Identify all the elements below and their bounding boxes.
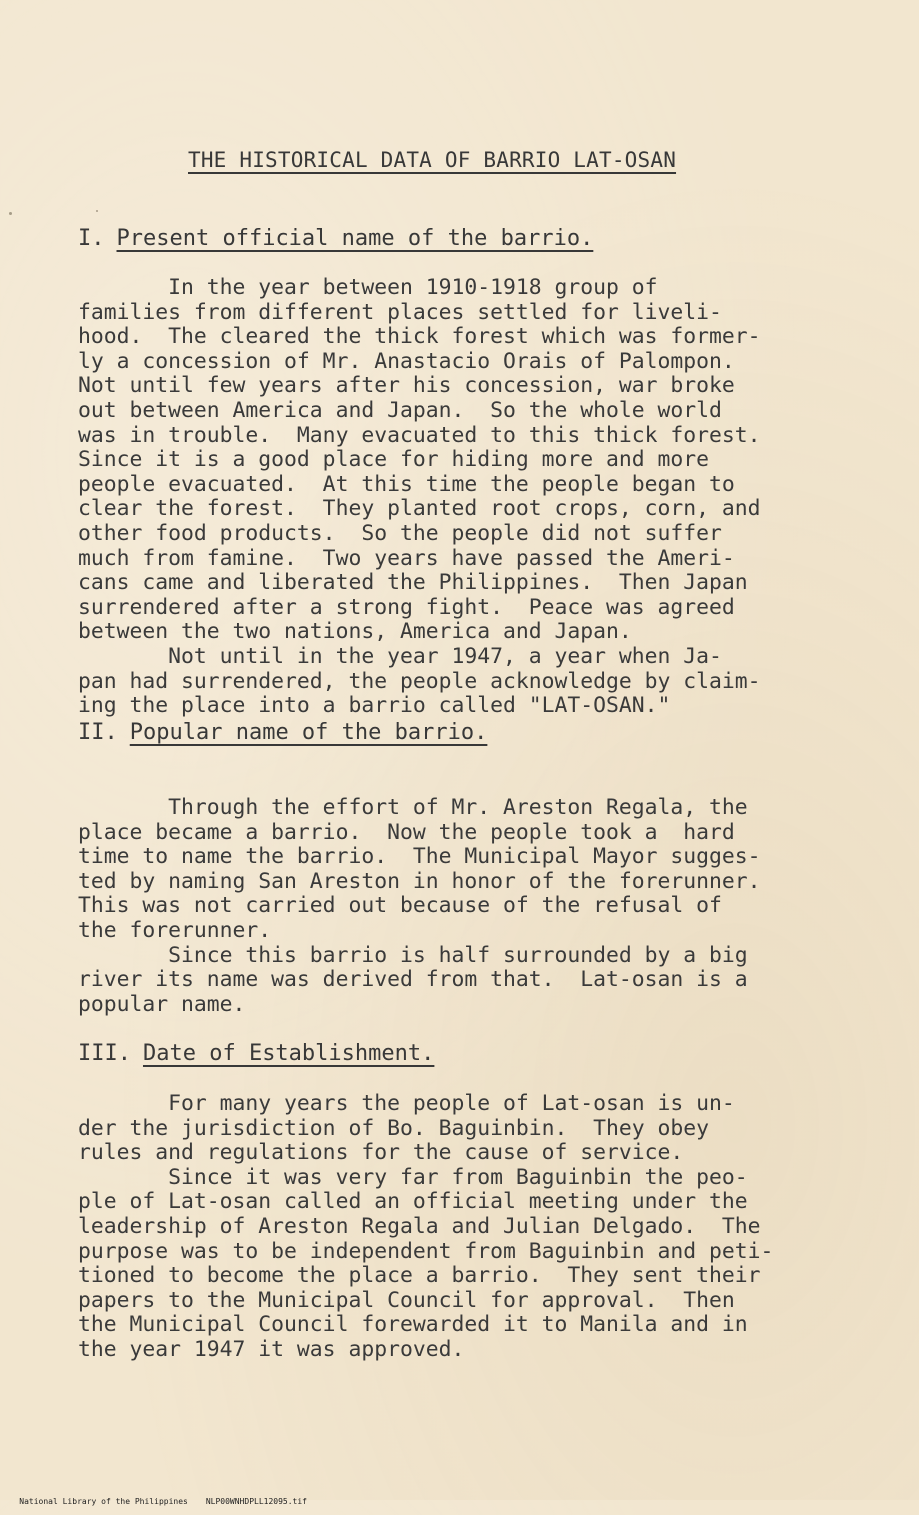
text-line: between the two nations, America and Japan.: [78, 619, 632, 645]
text-line: the year 1947 it was approved.: [78, 1336, 465, 1362]
section-1-number: I.: [78, 226, 105, 251]
text-line: popular name.: [78, 991, 246, 1017]
text-line: rules and regulations for the cause of service.: [78, 1140, 684, 1166]
section-2-title: Popular name of the barrio.: [129, 720, 488, 745]
text-line: hood. The cleared the thick forest which was former-: [78, 324, 761, 350]
paper-speck: [9, 212, 12, 215]
text-line: the Municipal Council forewarded it to Manila and in: [78, 1312, 748, 1338]
text-line: ted by naming San Areston in honor of the forerunner.: [78, 868, 761, 894]
text-line: papers to the Municipal Council for approval. Then: [78, 1287, 735, 1313]
text-line: time to name the barrio. The Municipal Mayor sugges-: [78, 844, 761, 870]
section-3-heading: [78, 1041, 434, 1066]
text-line: purpose was to be independent from Baguinbin and peti-: [78, 1238, 774, 1264]
text-line: cans came and liberated the Philippines. Then Japan: [78, 570, 748, 596]
paper-speck: [96, 210, 98, 212]
text-line: ly a concession of Mr. Anastacio Orais of Palompon.: [78, 348, 735, 374]
text-line: river its name was derived from that. Lat-osan is a: [78, 967, 748, 993]
text-line: place became a barrio. Now the people took a hard: [78, 819, 735, 845]
text-line: tioned to become the place a barrio. They sent their: [78, 1263, 761, 1289]
section-3-title: Date of Establishment.: [142, 1041, 435, 1066]
footer-filename: NLP00WNHDPLL12095.tif: [205, 1497, 307, 1506]
section-2-number: II.: [78, 720, 118, 745]
text-line: families from different places settled for liveli-: [78, 299, 722, 325]
text-line: the forerunner.: [78, 917, 272, 943]
text-line: ing the place into a barrio called "LAT-OSAN.": [78, 693, 671, 719]
section-1-heading: [78, 226, 593, 251]
section-1-body: [78, 276, 878, 719]
text-line: people evacuated. At this time the people began to: [78, 471, 735, 497]
text-line: much from famine. Two years have passed the Ameri-: [78, 545, 735, 571]
text-line: pan had surrendered, the people acknowledge by claim-: [78, 668, 761, 694]
document-title: THE HISTORICAL DATA OF BARRIO LAT-OSAN: [188, 148, 677, 172]
footer-library: National Library of the Philippines: [19, 1497, 188, 1506]
text-line: other food products. So the people did not suffer: [78, 520, 722, 546]
section-2-heading: [78, 720, 487, 745]
section-1-title: Present official name of the barrio.: [116, 226, 594, 251]
scan-footer: [0, 1488, 325, 1515]
text-line: This was not carried out because of the refusal of: [78, 893, 722, 919]
text-line: For many years the people of Lat-osan is un-: [78, 1091, 735, 1116]
text-line: Through the effort of Mr. Areston Regala, the: [78, 795, 748, 820]
section-3-number: III.: [78, 1041, 131, 1066]
text-line: Since it is a good place for hiding more and more: [78, 447, 710, 473]
text-line: Since it was very far from Baguinbin the peo-: [78, 1164, 748, 1190]
text-line: In the year between 1910-1918 group of: [78, 275, 658, 300]
text-line: der the jurisdiction of Bo. Baguinbin. They obey: [78, 1115, 710, 1141]
text-line: ple of Lat-osan called an official meeting under the: [78, 1189, 748, 1215]
text-line: leadership of Areston Regala and Julian Delgado. The: [78, 1213, 761, 1239]
text-line: Since this barrio is half surrounded by a big: [78, 942, 748, 968]
text-line: was in trouble. Many evacuated to this thick forest.: [78, 422, 761, 448]
text-line: surrendered after a strong fight. Peace was agreed: [78, 594, 735, 620]
text-line: Not until few years after his concession, war broke: [78, 373, 735, 399]
section-2-body: [78, 796, 878, 1017]
text-line: clear the forest. They planted root crops, corn, and: [78, 496, 761, 522]
text-line: out between America and Japan. So the whole world: [78, 397, 722, 423]
text-line: Not until in the year 1947, a year when Ja-: [78, 643, 722, 669]
section-3-body: [78, 1092, 878, 1363]
